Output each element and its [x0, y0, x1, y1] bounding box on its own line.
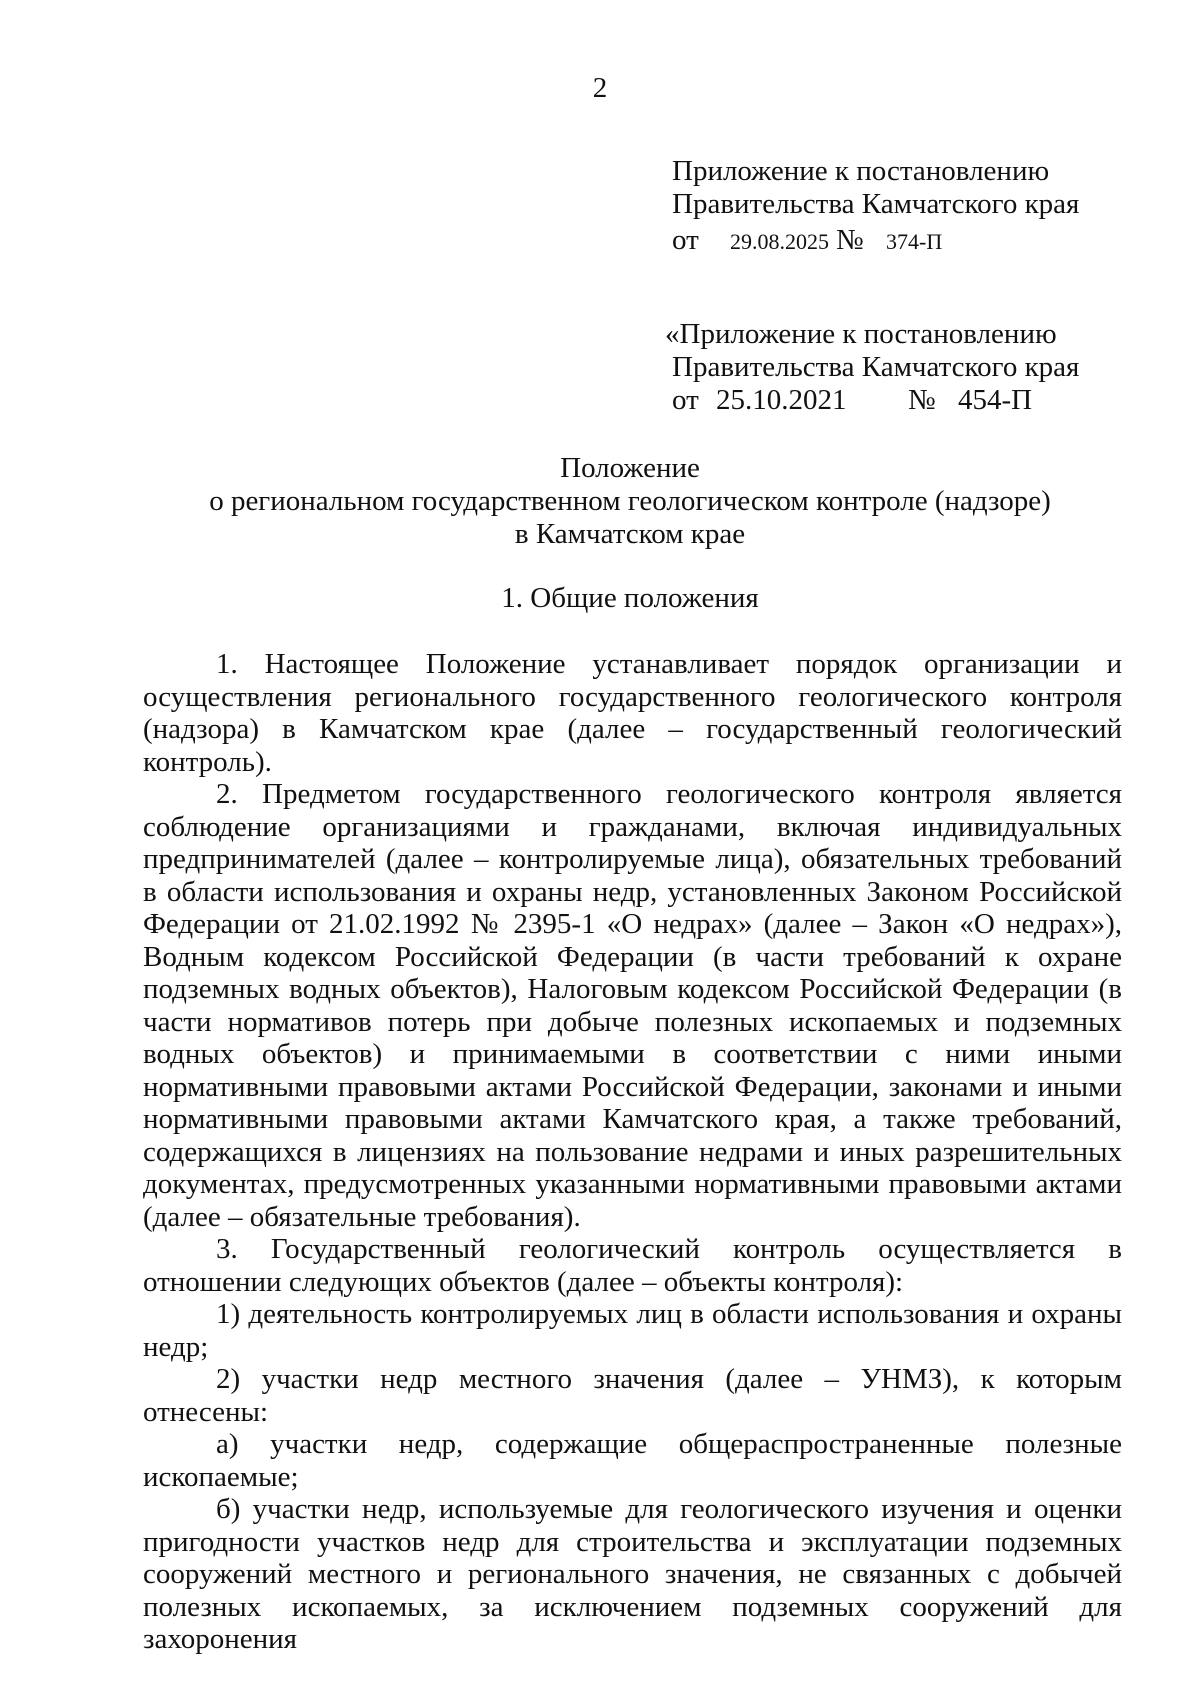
number-label: № [908, 384, 936, 416]
attachment-original-date-line [672, 384, 1079, 417]
list-item-1: 1) деятельность контролируемых лиц в области использования и охраны недр; [143, 1298, 1122, 1363]
attachment-current-line1: Приложение к постановлению [672, 155, 1050, 187]
document-title [0, 452, 1200, 551]
page-number: 2 [592, 72, 608, 104]
list-item-2: 2) участки недр местного значения (далее – УНМЗ), к которым отнесены: [143, 1363, 1122, 1428]
list-item-2b: б) участки недр, используемые для геологического изучения и оценки пригодности участков недр для строительства и эксплуатации подземных сооружений местного и регионального значения, не связанных с добычей полезных ископаемых, за исключением подземных сооружений для захоронения [143, 1493, 1122, 1655]
attachment-original-block [665, 318, 1080, 417]
attachment-original-line2: Правительства Камчатского края [672, 351, 1080, 383]
attachment-current-line2: Правительства Камчатского края [672, 188, 1080, 220]
title-line2: о региональном государственном геологическом контроле (надзоре) [209, 485, 1051, 517]
attachment-current-number: 374-П [886, 229, 943, 254]
title-line1: Положение [560, 452, 700, 484]
from-label: от [672, 384, 699, 416]
attachment-original-date: 25.10.2021 [716, 384, 847, 416]
attachment-current-block [672, 155, 1079, 254]
attachment-original-number: 454-П [958, 384, 1033, 416]
paragraph-3: 3. Государственный геологический контроль осуществляется в отношении следующих объектов (далее – объекты контроля): [143, 1233, 1122, 1298]
title-line3: в Камчатском крае [514, 518, 746, 550]
from-label: от [672, 224, 699, 256]
attachment-current-date: 29.08.2025 [730, 229, 829, 254]
list-item-2a: а) участки недр, содержащие общераспространенные полезные ископаемые; [143, 1428, 1122, 1493]
attachment-current-date-line [672, 221, 1079, 254]
section-heading: 1. Общие положения [501, 582, 759, 614]
paragraph-1: 1. Настоящее Положение устанавливает порядок организации и осуществления регионального государственного геологического контроля (надзора) в Камчатском крае (далее – государственный геологический контроль). [143, 648, 1122, 778]
number-label: № [836, 224, 864, 256]
attachment-original-line1: «Приложение к постановлению [665, 318, 1057, 350]
body-text [143, 648, 1122, 1656]
paragraph-2: 2. Предметом государственного геологического контроля является соблюдение организациями и гражданами, включая индивидуальных предпринимателей (далее – контролируемые лица), обязательных требований в области использования и охраны недр, установленных Законом Российской Федерации от 21.02.1992 № 2395-1 «О недрах» (далее – Закон «О недрах»), Водным кодексом Российской Федерации (в части требований к охране подземных водных объектов), Налоговым кодексом Российской Федерации (в части нормативов потерь при добыче полезных ископаемых и подземных водных объектов) и принимаемыми в соответствии с ними иными нормативными правовыми актами Российской Федерации, законами и иными нормативными правовыми актами Камчатского края, а также требований, содержащихся в лицензиях на пользование недрами и иных разрешительных документах, предусмотренных указанными нормативными правовыми актами (далее – обязательные требования). [143, 778, 1122, 1233]
